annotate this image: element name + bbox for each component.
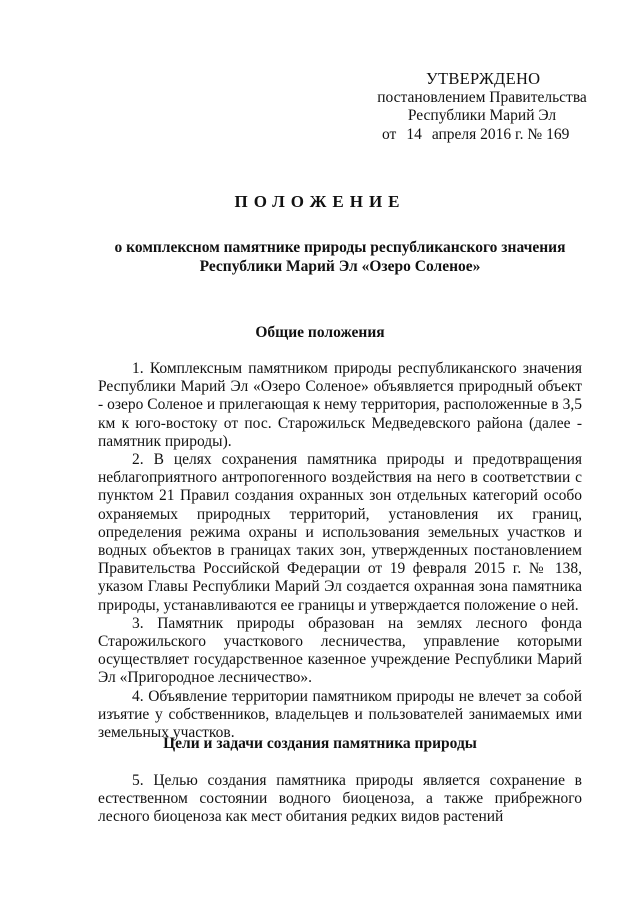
section-general-body: [98, 360, 582, 742]
approval-date: [372, 126, 592, 145]
approval-date-prefix: от: [382, 125, 397, 143]
document-title: ПОЛОЖЕНИЕ: [234, 192, 406, 211]
approval-date-rest: апреля 2016 г. № 169: [431, 125, 570, 143]
approval-line: Республики Марий Эл: [407, 107, 557, 124]
paragraph-4: 4. Объявление территории памятником природы не влечет за собой изъятие у собственников, владельцев и пользователей занимаемых ими земельных участков.: [98, 687, 582, 742]
paragraph-5: 5. Целью создания памятника природы является сохранение в естественном состоянии водного биоценоза, а также прибрежного лесного биоценоза как мест обитания редких видов растений: [98, 772, 582, 826]
section-heading-general: Общие положения: [255, 324, 385, 341]
approval-stamp: [372, 70, 592, 144]
subtitle-line: о комплексном памятнике природы республиканского значения: [114, 239, 566, 256]
section-goals-body: [98, 772, 582, 827]
document-subtitle: [100, 238, 580, 276]
paragraph-3: 3. Памятник природы образован на землях лесного фонда Старожильского участкового лесничества, управление которыми осуществляет государственное казенное учреждение Республики Марий Эл «Пригородное лесничество».: [98, 614, 582, 687]
approval-line: постановлением Правительства: [377, 88, 587, 106]
approval-heading: УТВЕРЖДЕНО: [426, 69, 541, 88]
paragraph-2: 2. В целях сохранения памятника природы и предотвращения неблагоприятного антропогенного воздействия на него в соответствии с пунктом 21 Правил создания охранных зон отдельных категорий особо охраняемых природных территорий, установления их границ, определения режима охраны и использования земельных участков и водных объектов в границах таких зон, утвержденных постановлением Правительства Российской Федерации от 19 февраля 2015 г. № 138, указом Главы Республики Марий Эл создается охранная зона памятника природы, устанавливаются ее границы и утверждается положение о ней.: [98, 451, 582, 614]
section-heading-goals: Цели и задачи создания памятника природы: [163, 735, 477, 752]
subtitle-line: Республики Марий Эл «Озеро Соленое»: [199, 258, 481, 275]
approval-date-day: 14: [406, 125, 422, 143]
paragraph-1: 1. Комплексным памятником природы республиканского значения Республики Марий Эл «Озеро Соленое» объявляется природный объект - озеро Соленое и прилегающая к нему территория, расположенные в 3,5 км к юго-востоку от пос. Старожильск Медведевского района (далее - памятник природы).: [98, 360, 582, 450]
